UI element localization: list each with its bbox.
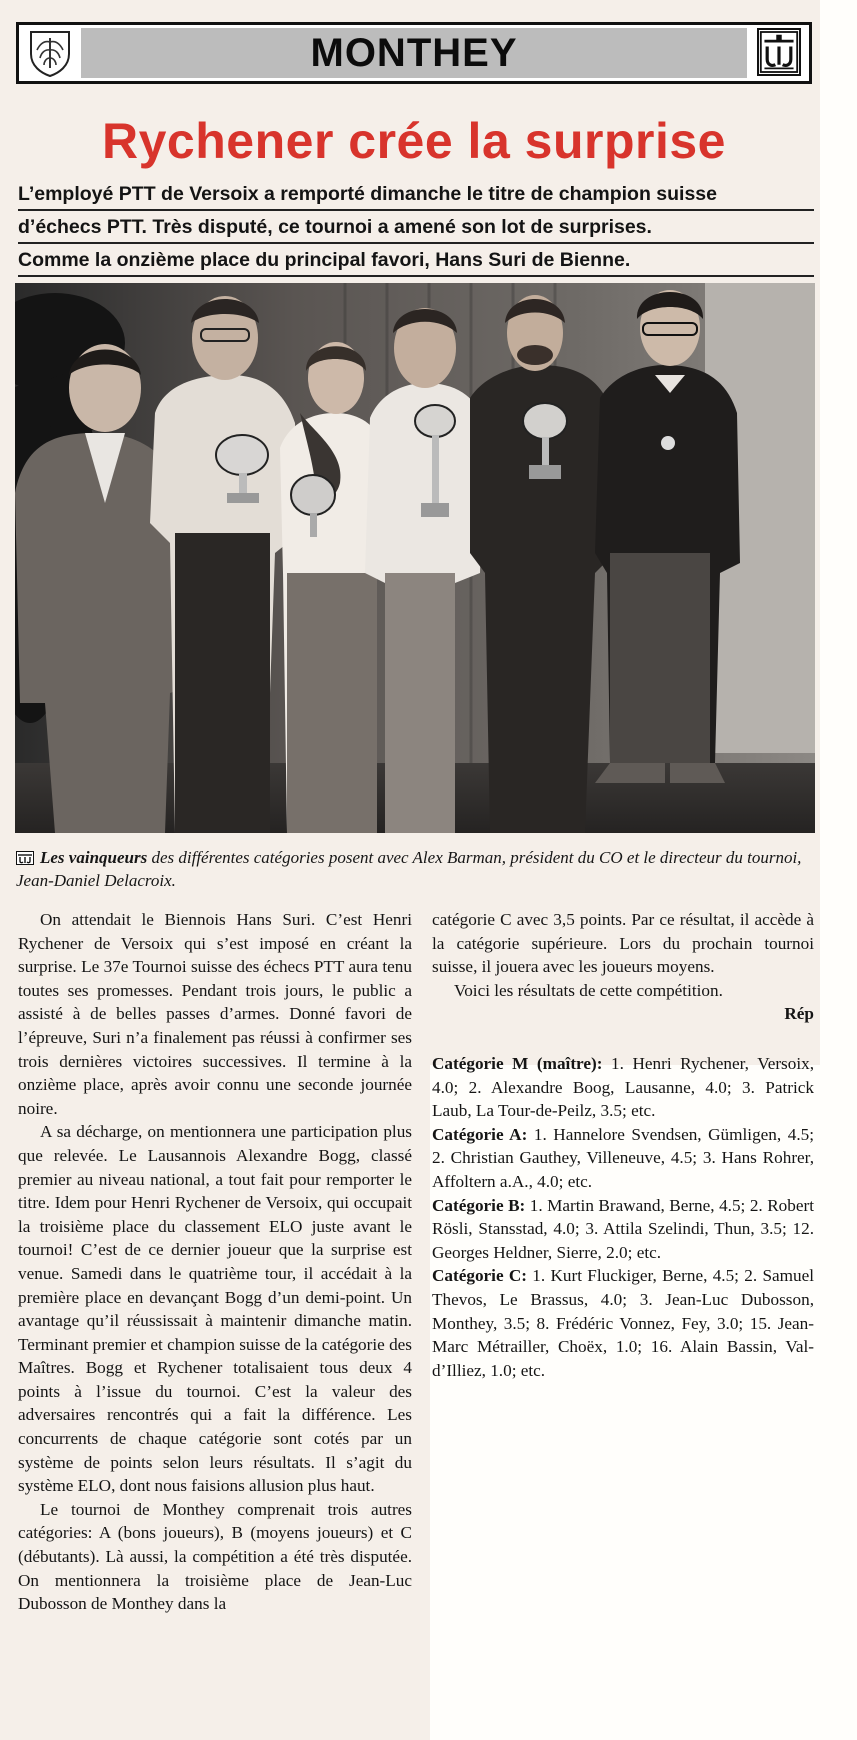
section-title: MONTHEY	[310, 31, 518, 75]
results-list	[432, 1052, 814, 1382]
photo-caption	[16, 846, 816, 892]
category-name: Catégorie A:	[432, 1124, 528, 1144]
article-paragraph: On attendait le Biennois Hans Suri. C’est Henri Rychener de Versoix qui s’est imposé en créant la surprise. Le 37e Tournoi suisse des échecs PTT aura tenu toutes ses promesses. Pendant trois jours, le public a assisté à de belles passes d’armes. Donné favori de l’épreuve, Suri n’a finalement pas réussi à confirmer ses trois dernières victoires successives. Il termine à la onzième place, après avoir connu une seconde journée noire.	[18, 910, 412, 1118]
results-item	[432, 1264, 814, 1382]
ptt-chess-logo-icon	[757, 28, 801, 76]
category-results: 1. Kurt Fluckiger, Berne, 4.5; 2. Samuel Thevos, Le Brassus, 4.0; 3. Jean-Luc Dubosson, Monthey, 3.5; 8. Frédéric Vonnez, Fey, 3.0; 15. Jean-Marc Métrailler, Choëx, 1.0; 16. Alain Bassin, Val-d’Illiez, 1.0; etc.	[432, 1266, 814, 1380]
article-paragraph: Voici les résultats de cette compétition.	[454, 980, 723, 1000]
article-paragraph: Le tournoi de Monthey comprenait trois autres catégories: A (bons joueurs), B (moyens joueurs) et C (débutants). Là aussi, la compétition a été très disputée. On mentionnera la troisième place de Jean-Luc Dubosson de Monthey dans la	[18, 1499, 412, 1614]
category-results: 1. Hannelore Svendsen, Gümligen, 4.5; 2. Christian Gauthey, Villeneuve, 4.5; 3. Hans Rohrer, Affoltern a.A., 4.0; etc.	[432, 1124, 814, 1191]
coat-of-arms-icon	[27, 28, 73, 78]
lead-line: Comme la onzième place du principal favori, Hans Suri de Bienne.	[18, 244, 814, 277]
article-paragraph: catégorie C avec 3,5 points. Par ce résultat, il accède à la catégorie supérieure. Lors du prochain tournoi suisse, il jouera avec les joueurs moyens.	[432, 910, 814, 977]
ptt-chess-logo-icon	[16, 851, 34, 865]
caption-text: des différentes catégories posent avec Alex Barman, président du CO et le directeur du tournoi, Jean-Daniel Delacroix.	[16, 848, 802, 890]
lead-line: d’échecs PTT. Très disputé, ce tournoi a amené son lot de surprises.	[18, 211, 814, 244]
lead-line: L’employé PTT de Versoix a remporté dimanche le titre de champion suisse	[18, 178, 814, 211]
results-item	[432, 1194, 814, 1265]
article-column-right	[432, 908, 814, 1382]
article-paragraph: A sa décharge, on mentionnera une participation plus que relevée. Le Lausannois Alexandre Bogg, classé premier au niveau national, a tout fait pour remporter le titre. Idem pour Henri Rychener de Versoix, qui occupait la troisième place du classement ELO juste avant le tournoi! C’est de ce dernier joueur que la surprise est venue. Samedi dans le quatrième tour, il accédait à la première place en devançant Bogg d’un demi-point. Un avantage qu’il réussissait à maintenir dimanche matin. Terminant premier et champion suisse de la catégorie des Maîtres. Bogg et Rychener totalisaient tous deux 4 points à l’issue du tournoi. C’est la valeur des adversaires rencontrés qui a fait la différence. Les concurrents de chaque catégorie sont cotés par un système de points selon leurs résultats. Il s’agit du système ELO, dont nous faisions allusion plus haut.	[18, 1122, 412, 1496]
category-results: 1. Henri Rychener, Versoix, 4.0; 2. Alexandre Boog, Lausanne, 4.0; 3. Patrick Laub, La Tour-de-Peilz, 3.5; etc.	[432, 1053, 814, 1121]
headline: Rychener crée la surprise	[102, 113, 726, 169]
results-item	[432, 1123, 814, 1194]
category-name: Catégorie C:	[432, 1266, 528, 1286]
category-name: Catégorie M (maître):	[432, 1053, 603, 1073]
category-name: Catégorie B:	[432, 1195, 526, 1215]
caption-lead: Les vainqueurs	[40, 848, 148, 867]
lead-paragraph	[18, 178, 814, 277]
results-item	[432, 1052, 814, 1123]
group-photo	[15, 283, 815, 833]
author-signature: Rép	[784, 1004, 814, 1024]
article-column-left	[18, 908, 412, 1616]
category-results: 1. Martin Brawand, Berne, 4.5; 2. Robert Rösli, Stansstad, 4.0; 3. Attila Szelindi, Thun, 3.5; 12. Georges Heldner, Sierre, 2.0; etc.	[432, 1195, 814, 1262]
photo-illustration	[15, 283, 815, 833]
section-banner	[16, 22, 812, 84]
